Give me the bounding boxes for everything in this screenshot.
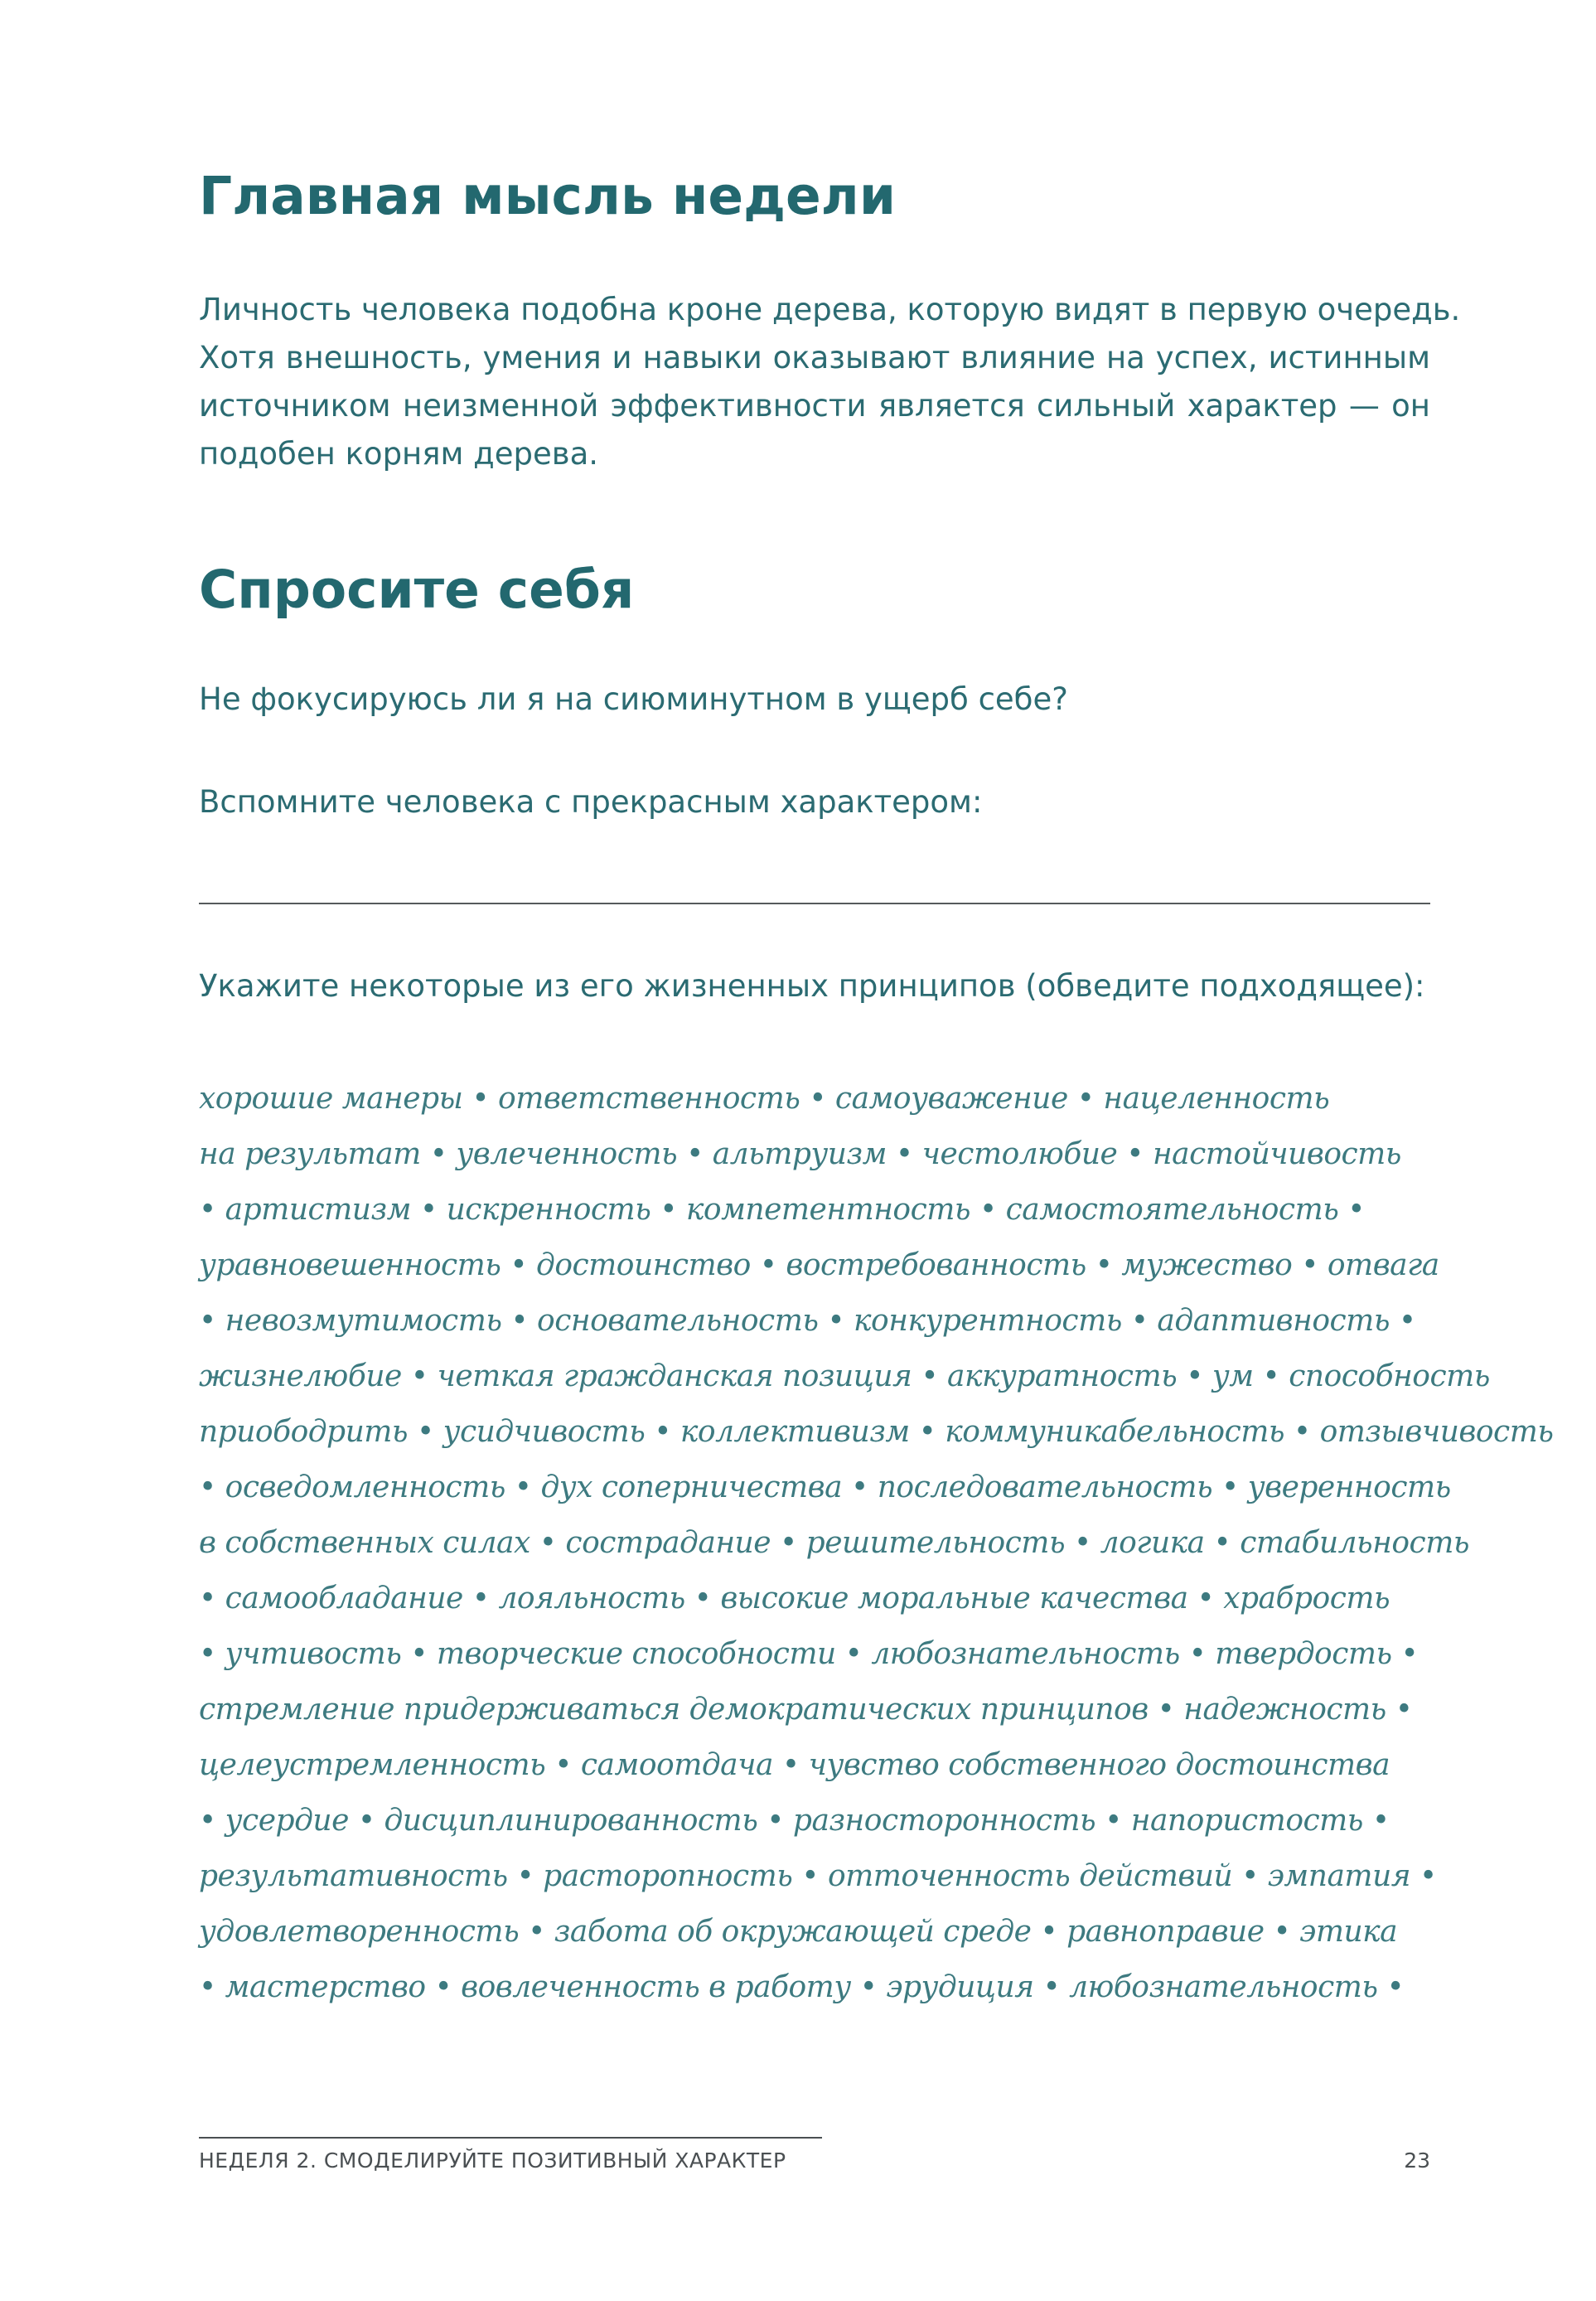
question-focus: Не фокусируюсь ли я на сиюминутном в ущерб себе?	[199, 681, 1068, 717]
main-idea-heading: Главная мысль недели	[199, 166, 896, 226]
traits-line: удовлетворенность • забота об окружающей среде • равноправие • этика	[199, 1915, 1398, 1949]
traits-line: • мастерство • вовлеченность в работу • эрудиция • любознательность •	[199, 1970, 1405, 2004]
traits-line: хорошие манеры • ответственность • самоуважение • нацеленность	[199, 1082, 1330, 1116]
traits-line: • усердие • дисциплинированность • разносторонность • напористость •	[199, 1804, 1390, 1838]
traits-line: • артистизм • искренность • компетентность • самостоятельность •	[199, 1193, 1365, 1227]
paragraph-line: Хотя внешность, умения и навыки оказывают влияние на успех, истинным	[199, 340, 1430, 375]
traits-line: стремление придерживаться демократических принципов • надежность •	[199, 1693, 1413, 1727]
ask-yourself-heading: Спросите себя	[199, 560, 635, 620]
paragraph-line: подобен корням дерева.	[199, 436, 599, 472]
answer-write-line[interactable]	[199, 903, 1430, 904]
main-idea-paragraph	[199, 286, 1461, 478]
footer-divider	[199, 2137, 822, 2139]
footer-chapter-title: НЕДЕЛЯ 2. СМОДЕЛИРУЙТЕ ПОЗИТИВНЫЙ ХАРАКТЕР	[199, 2148, 786, 2173]
traits-line: приободрить • усидчивость • коллективизм • коммуникабельность • отзывчивость	[199, 1415, 1554, 1449]
traits-line: • учтивость • творческие способности • любознательность • твердость •	[199, 1637, 1419, 1671]
question-remember-person: Вспомните человека с прекрасным характером:	[199, 784, 983, 820]
traits-line: целеустремленность • самоотдача • чувство собственного достоинства	[199, 1748, 1390, 1782]
traits-line: результативность • расторопность • отточенность действий • эмпатия •	[199, 1859, 1437, 1893]
traits-line: • невозмутимость • основательность • конкурентность • адаптивность •	[199, 1304, 1416, 1338]
traits-line: • осведомленность • дух соперничества • последовательность • уверенность	[199, 1470, 1451, 1504]
traits-line: уравновешенность • достоинство • востребованность • мужество • отвага	[199, 1248, 1439, 1282]
traits-line: • самообладание • лояльность • высокие моральные качества • храбрость	[199, 1582, 1390, 1616]
traits-line: жизнелюбие • четкая гражданская позиция • аккуратность • ум • способность	[199, 1359, 1490, 1393]
question-principles: Укажите некоторые из его жизненных принципов (обведите подходящее):	[199, 968, 1425, 1004]
traits-list	[199, 1071, 1554, 2015]
traits-line: на результат • увлеченность • альтруизм • честолюбие • настойчивость	[199, 1137, 1401, 1171]
paragraph-line: Личность человека подобна кроне дерева, которую видят в первую очередь.	[199, 292, 1461, 327]
page-number: 23	[1404, 2148, 1430, 2173]
page	[199, 0, 1554, 2301]
paragraph-line: источником неизменной эффективности является сильный характер — он	[199, 388, 1430, 424]
traits-line: в собственных силах • сострадание • решительность • логика • стабильность	[199, 1526, 1469, 1560]
